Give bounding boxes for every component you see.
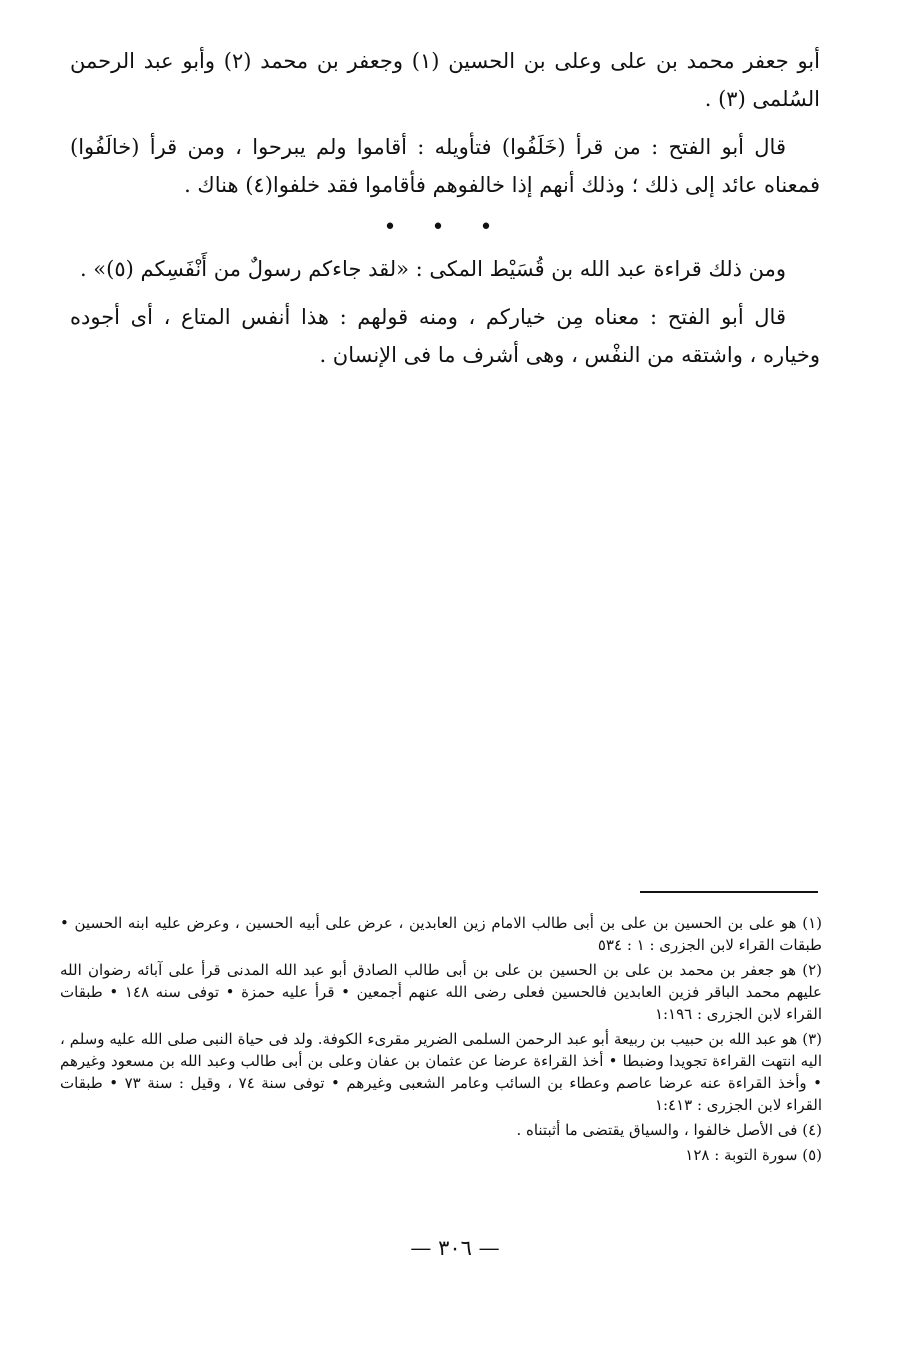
- main-text: [70, 42, 820, 384]
- footnote-divider: [640, 891, 818, 893]
- footnote-3: (٣) هو عبد الله بن حبيب بن ربيعة أبو عبد الرحمن السلمى الضرير مقرىء الكوفة. ولد فى حياة النبى صلى الله عليه وسلم ، اليه انتهت القراءة تجويدا وضبطا • أخذ القراءة عرضا عن عثمان بن عفان وعلى بن أبى طالب وعبد الله بن مسعود وغيرهم • وأخذ القراءة عنه عرضا عاصم وعطاء بن السائب وعامر الشعبى وغيرهم • توفى سنة ٧٤ ، وقيل : سنة ٧٣ • طبقات القراء لابن الجزرى : ١:٤١٣: [60, 1030, 822, 1114]
- paragraph-1: أبو جعفر محمد بن على وعلى بن الحسين (١) وجعفر بن محمد (٢) وأبو عبد الرحمن السُلمى (٣) .: [70, 49, 820, 111]
- footnote-2: (٢) هو جعفر بن محمد بن على بن الحسين بن على بن أبى طالب الصادق أبو عبد الله المدنى قرأ على آبائه رضوان الله عليهم محمد الباقر فزين العابدين فالحسين فعلى رضى الله عنهم أجمعين • قرأ عليه حمزة • توفى سنه ١٤٨ • طبقات القراء لابن الجزرى : ١:١٩٦: [60, 961, 822, 1023]
- paragraph-2: قال أبو الفتح : من قرأ (خَلَفُوا) فتأويله : أقاموا ولم يبرحوا ، ومن قرأ (خالَفُوا) فمعناه عائد إلى ذلك ؛ وذلك أنهم إذا خالفوهم فأقاموا فقد خلفوا(٤) هناك .: [70, 135, 820, 197]
- page-number: — ٣٠٦ —: [410, 1236, 500, 1260]
- paragraph-4: قال أبو الفتح : معناه مِن خياركم ، ومنه قولهم : هذا أنفس المتاع ، أى أجوده وخياره ، واشتقه من النفْس ، وهى أشرف ما فى الإنسان .: [70, 305, 820, 367]
- footnote-4: (٤) فى الأصل خالفوا ، والسياق يقتضى ما أثبتناه .: [516, 1121, 822, 1139]
- footnotes: [60, 912, 822, 1169]
- section-separator: • • •: [383, 215, 507, 240]
- footnote-1: (١) هو على بن الحسين بن على بن أبى طالب الامام زين العابدين ، عرض على أبيه الحسين ، وعرض عليه ابنه الحسين • طبقات القراء لابن الجزرى : ١ : ٥٣٤: [60, 914, 822, 954]
- paragraph-3: ومن ذلك قراءة عبد الله بن قُسَيْط المكى : «لقد جاءكم رسولٌ من أَنْفَسِكم (٥)» .: [79, 257, 786, 281]
- footnote-5: (٥) سورة التوبة : ١٢٨: [685, 1146, 822, 1164]
